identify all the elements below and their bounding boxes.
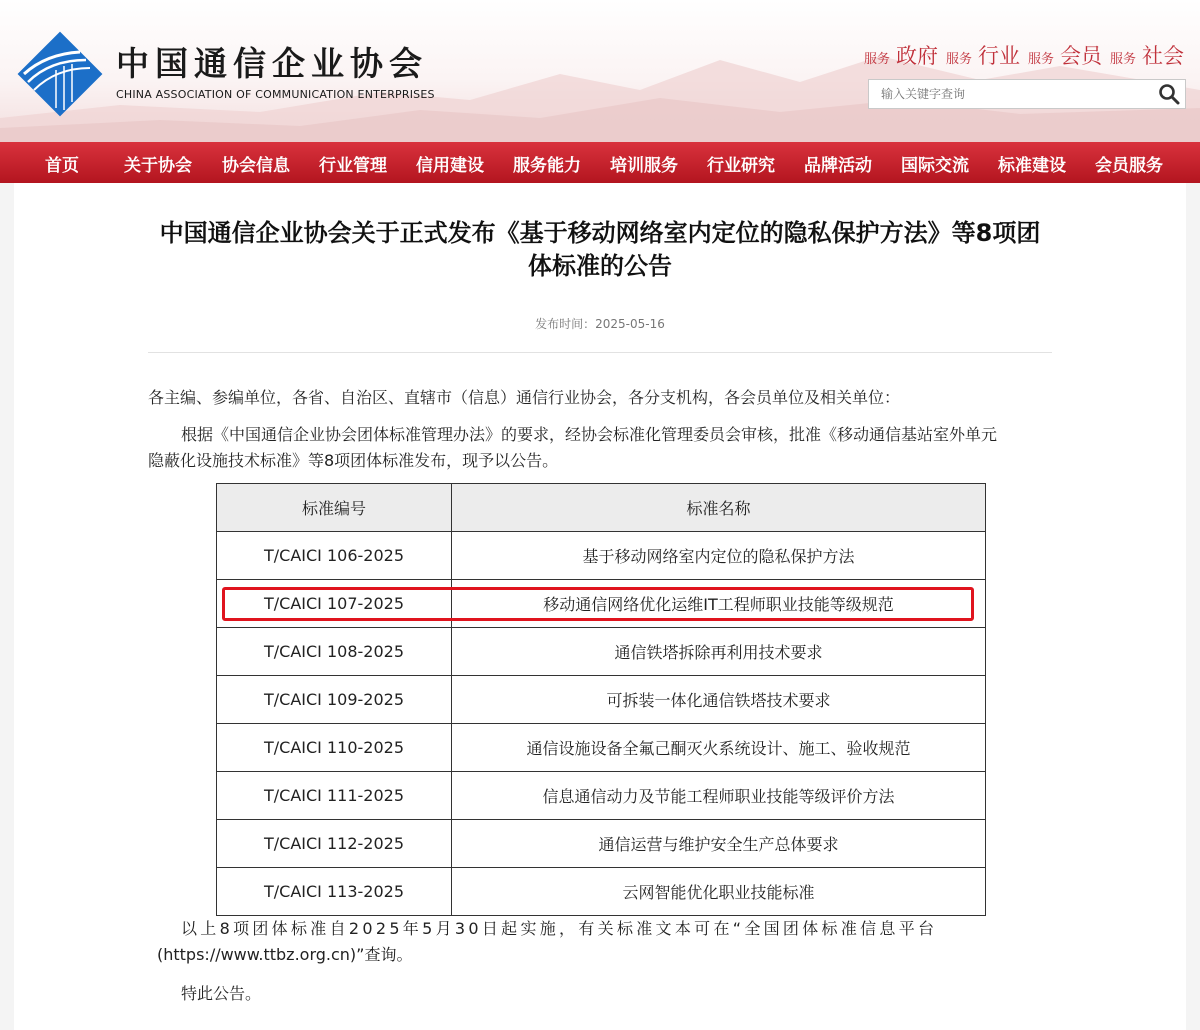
site-header (0, 0, 1200, 142)
nav-item-training[interactable]: 培训服务 (610, 156, 678, 176)
table-row (217, 676, 986, 724)
slogan-prefix: 服务 (863, 52, 890, 67)
slogan-word: 社会 (1142, 44, 1184, 68)
nav-item-home[interactable]: 首页 (45, 156, 79, 176)
nav-item-research[interactable]: 行业研究 (707, 156, 775, 176)
standard-code: T/CAICI 107-2025 (217, 580, 452, 628)
standard-name: 信息通信动力及节能工程师职业技能等级评价方法 (452, 772, 986, 820)
table-header-row (217, 484, 986, 532)
table-row (217, 628, 986, 676)
standard-code: T/CAICI 110-2025 (217, 724, 452, 772)
publish-time: 发布时间：2025-05-16 (535, 317, 665, 331)
intro-paragraph: 隐蔽化设施技术标准》等8项团体标准发布，现予以公告。 (148, 451, 559, 470)
article-title (14, 217, 1186, 283)
association-logo-icon[interactable] (16, 30, 104, 118)
nav-item-about[interactable]: 关于协会 (124, 156, 192, 176)
nav-item-service-capability[interactable]: 服务能力 (513, 156, 581, 176)
standard-code: T/CAICI 108-2025 (217, 628, 452, 676)
standard-name: 通信铁塔拆除再利用技术要求 (452, 628, 986, 676)
salutation: 各主编、参编单位，各省、自治区、直辖市（信息）通信行业协会，各分支机构，各会员单位及相关单位： (148, 388, 901, 407)
nav-item-credit[interactable]: 信用建设 (416, 156, 484, 176)
standard-name: 云网智能优化职业技能标准 (452, 868, 986, 916)
standard-code: T/CAICI 106-2025 (217, 532, 452, 580)
sign-off: 特此公告。 (181, 984, 262, 1003)
standard-name: 基于移动网络室内定位的隐私保护方法 (452, 532, 986, 580)
org-name-cn: 中国通信企业协会 (116, 44, 428, 83)
standard-code: T/CAICI 109-2025 (217, 676, 452, 724)
slogan-prefix: 服务 (945, 52, 972, 67)
divider (148, 352, 1052, 353)
standard-code: T/CAICI 113-2025 (217, 868, 452, 916)
slogan-word: 会员 (1059, 44, 1102, 68)
table-row (217, 772, 986, 820)
standards-table (216, 483, 986, 916)
nav-item-brand-events[interactable]: 品牌活动 (804, 156, 872, 176)
org-name-en: CHINA ASSOCIATION OF COMMUNICATION ENTERPRISES (116, 88, 435, 101)
standard-name: 移动通信网络优化运维IT工程师职业技能等级规范 (452, 580, 986, 628)
nav-item-industry-management[interactable]: 行业管理 (319, 156, 387, 176)
closing-paragraph: 以上8项团体标准自2025年5月30日起实施，有关标准文本可在“全国团体标准信息平台 (181, 919, 938, 938)
standard-name: 可拆装一体化通信铁塔技术要求 (452, 676, 986, 724)
closing-paragraph: (https://www.ttbz.org.cn)”查询。 (157, 945, 413, 964)
search-icon (1158, 83, 1180, 105)
table-row (217, 580, 986, 628)
article-title-line: 中国通信企业协会关于正式发布《基于移动网络室内定位的隐私保护方法》等8项团 (159, 219, 1041, 247)
article-title-line: 体标准的公告 (528, 252, 672, 280)
table-row (217, 724, 986, 772)
standard-code: T/CAICI 111-2025 (217, 772, 452, 820)
article-container (14, 183, 1186, 1030)
standard-code: T/CAICI 112-2025 (217, 820, 452, 868)
column-header: 标准编号 (217, 484, 452, 532)
slogan-prefix: 服务 (1109, 52, 1136, 67)
slogan-word: 行业 (977, 44, 1020, 68)
table-row (217, 868, 986, 916)
standard-name: 通信设施设备全氟己酮灭火系统设计、施工、验收规范 (452, 724, 986, 772)
nav-item-international[interactable]: 国际交流 (901, 156, 969, 176)
table-row (217, 532, 986, 580)
table-row (217, 820, 986, 868)
search-box (868, 79, 1186, 109)
intro-paragraph: 根据《中国通信企业协会团体标准管理办法》的要求，经协会标准化管理委员会审核，批准《移动通信基站室外单元 (181, 425, 998, 444)
nav-item-info[interactable]: 协会信息 (222, 156, 290, 176)
standard-name: 通信运营与维护安全生产总体要求 (452, 820, 986, 868)
nav-item-standards[interactable]: 标准建设 (998, 156, 1066, 176)
search-button[interactable] (1153, 80, 1185, 108)
slogan-word: 政府 (895, 44, 938, 68)
slogan-prefix: 服务 (1027, 52, 1054, 67)
column-header: 标准名称 (452, 484, 986, 532)
slogan (864, 40, 1186, 70)
nav-item-member-services[interactable]: 会员服务 (1095, 156, 1163, 176)
search-input[interactable] (869, 80, 1153, 108)
